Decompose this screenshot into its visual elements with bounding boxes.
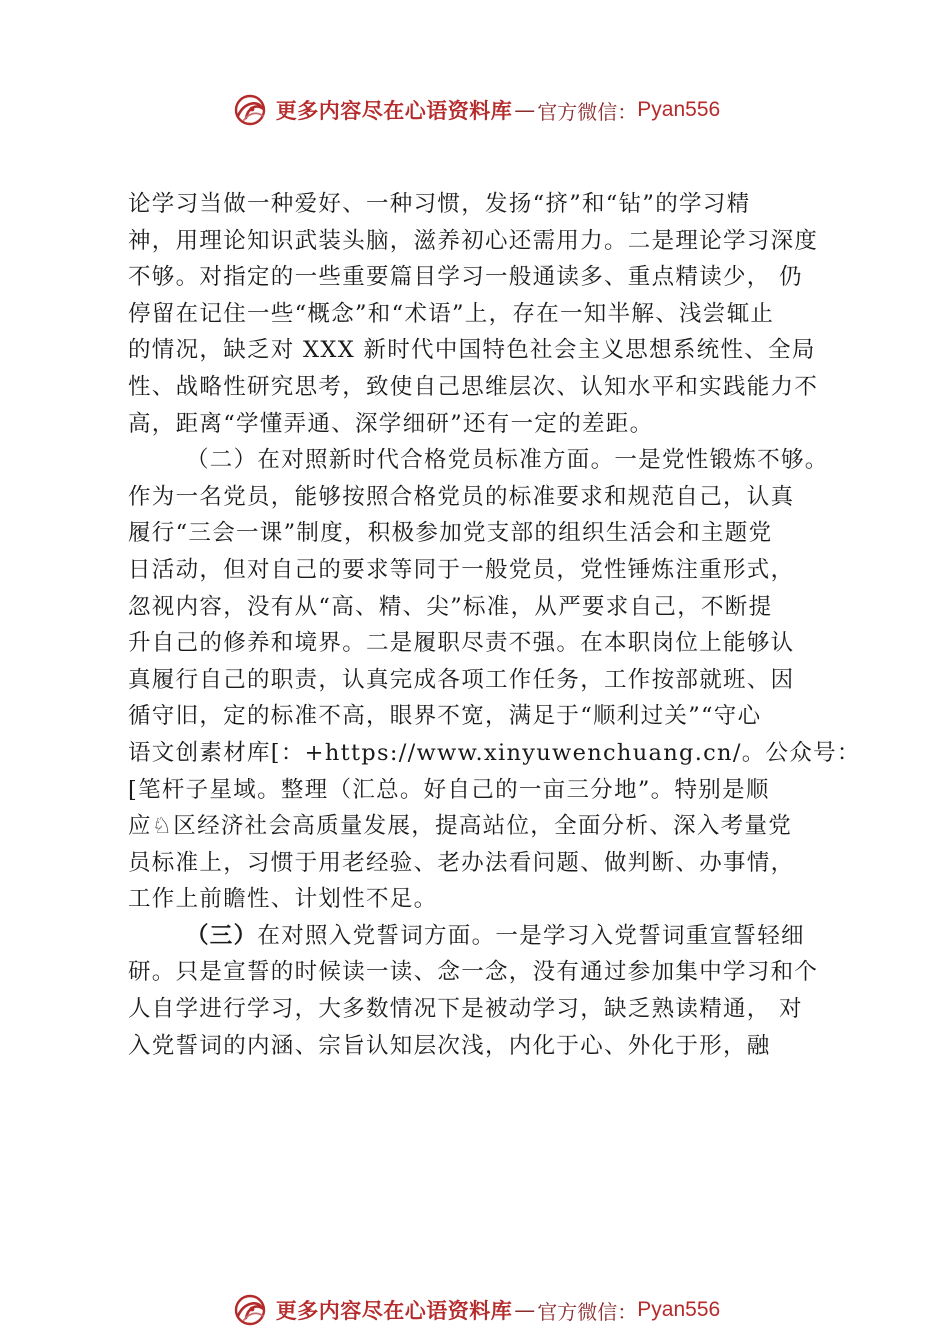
- section-3-heading: （三）: [186, 922, 258, 949]
- body-line: 员标准上，习惯于用老经验、老办法看问题、做判断、办事情，: [128, 849, 795, 876]
- body-line: 应♘区经济社会高质量发展，提高站位，全面分析、深入考量党: [128, 813, 793, 840]
- body-line: 性、战略性研究思考，致使自己思维层次、认知水平和实践能力不: [128, 373, 819, 400]
- section-2-first-line: （二）在对照新时代合格党员标准方面。一是党性锻炼不够。: [186, 447, 829, 474]
- body-line: [笔杆子星域。整理（汇总。好自己的一亩三分地”。特别是顺: [128, 776, 770, 803]
- banner-lead-text: 更多内容尽在心语资料库: [275, 98, 513, 123]
- body-line: 高，距离“学懂弄通、深学细研”还有一定的差距。: [128, 410, 654, 437]
- body-line: 工作上前瞻性、计划性不足。: [128, 886, 438, 913]
- body-line: 作为一名党员，能够按照合格党员的标准要求和规范自己，认真: [128, 483, 795, 510]
- swirl-logo-icon: [230, 90, 270, 130]
- body-line: 升自己的修养和境界。二是履职尽责不强。在本职岗位上能够认: [128, 630, 795, 657]
- body-line: 入党誓词的内涵、宗旨认知层次浅，内化于心、外化于形，融: [128, 1032, 771, 1059]
- body-line: 不够。对指定的一些重要篇目学习一般通读多、重点精读少， 仍: [128, 264, 803, 291]
- document-body: [128, 186, 861, 1064]
- body-line: 语文创素材库[：+https://www.xinyuwenchuang.cn/。公众号：: [128, 739, 861, 766]
- body-line: 真履行自己的职责，认真完成各项工作任务，工作按部就班、因: [128, 666, 795, 693]
- banner-wechat-id: Pyan556: [637, 98, 721, 121]
- banner-wechat-label: 官方微信：: [537, 99, 638, 124]
- banner-wechat-id: Pyan556: [637, 1298, 721, 1321]
- body-line: 循守旧，定的标准不高，眼界不宽，满足于“顺利过关”“守心: [128, 703, 762, 730]
- body-line: 履行“三会一课”制度，积极参加党支部的组织生活会和主题党: [128, 520, 773, 547]
- section-3-first-line-text: 在对照入党誓词方面。一是学习入党誓词重宣誓轻细: [257, 922, 805, 949]
- body-line: 论学习当做一种爱好、一种习惯，发扬“挤”和“钻”的学习精: [128, 191, 751, 217]
- body-line: 研。只是宣誓的时候读一读、念一念，没有通过参加集中学习和个: [128, 959, 819, 986]
- banner-wechat-label: 官方微信：: [537, 1299, 638, 1324]
- section-3-first-line: [128, 918, 842, 955]
- body-line: 神，用理论知识武装头脑，滋养初心还需用力。二是理论学习深度: [128, 227, 819, 254]
- banner-lead-text: 更多内容尽在心语资料库: [275, 1298, 513, 1323]
- banner-dash: —: [514, 1298, 536, 1322]
- body-line: 日活动，但对自己的要求等同于一般党员，党性锤炼注重形式，: [128, 556, 795, 583]
- footer-banner: [0, 1288, 950, 1332]
- body-line: 停留在记住一些“概念”和“术语”上，存在一知半解、浅尝辄止: [128, 300, 775, 327]
- body-line: 人自学进行学习，大多数情况下是被动学习，缺乏熟读精通， 对: [128, 996, 803, 1023]
- header-banner: [0, 88, 950, 132]
- body-line: 忽视内容，没有从“高、精、尖”标准，从严要求自己，不断提: [128, 593, 773, 620]
- swirl-logo-icon: [230, 1290, 270, 1330]
- body-line: 的情况，缺乏对 XXX 新时代中国特色社会主义思想系统性、全局: [128, 337, 816, 364]
- banner-dash: —: [514, 98, 536, 122]
